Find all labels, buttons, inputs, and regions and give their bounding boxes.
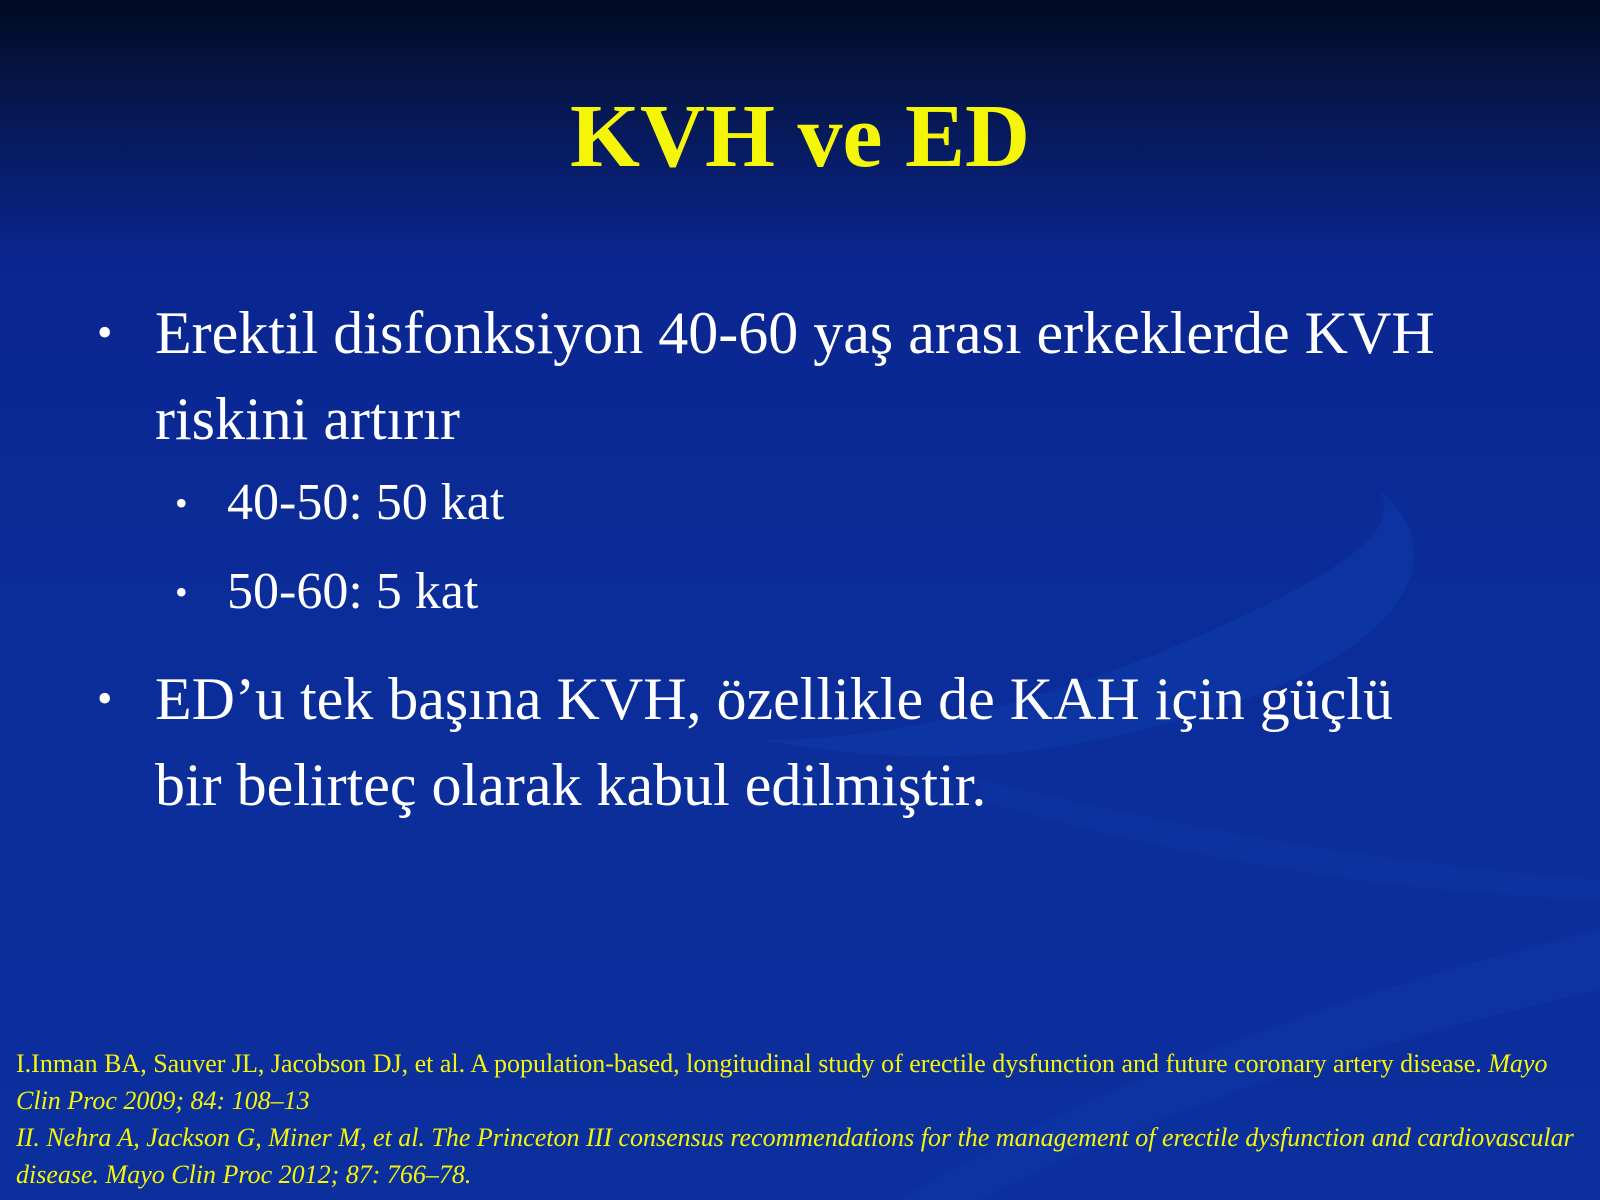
reference-1-text: I.Inman BA, Sauver JL, Jacobson DJ, et al. A population-based, longitudinal study of erectile dysfunction and future coronary artery disease. xyxy=(16,1049,1489,1078)
reference-1-journal: Mayo Clin Proc 2009; 84: 108–13 xyxy=(16,1049,1548,1115)
bullet-text: Erektil disfonksiyon 40-60 yaş arası erkeklerde KVH riskini artırır xyxy=(155,300,1435,452)
reference-2 xyxy=(16,1119,1591,1193)
bullet-dot-icon: • xyxy=(97,308,113,357)
bullet-item-1 xyxy=(97,290,1465,462)
sub-bullet-text: 40-50: 50 kat xyxy=(227,474,505,531)
bullet-item-2 xyxy=(97,656,1465,828)
slide-title: KVH ve ED xyxy=(570,87,1030,186)
sub-bullet-text: 50-60: 5 kat xyxy=(227,563,479,620)
reference-1 xyxy=(16,1045,1591,1119)
bullet-dot-icon: • xyxy=(175,572,188,612)
sub-bullet-item-1 xyxy=(175,473,505,533)
bullet-dot-icon: • xyxy=(97,674,113,723)
bullet-dot-icon: • xyxy=(175,483,188,523)
reference-2-text: II. Nehra A, Jackson G, Miner M, et al. The Princeton III consensus recommendations for the management of erectile dysfunction and cardiovascular disease. Mayo Clin Proc 2012; 87: 766–78. xyxy=(16,1123,1574,1189)
bullet-text: ED’u tek başına KVH, özellikle de KAH için güçlü bir belirteç olarak kabul edilmiştir. xyxy=(155,666,1393,818)
sub-bullet-item-2 xyxy=(175,562,479,622)
references xyxy=(16,1045,1591,1193)
